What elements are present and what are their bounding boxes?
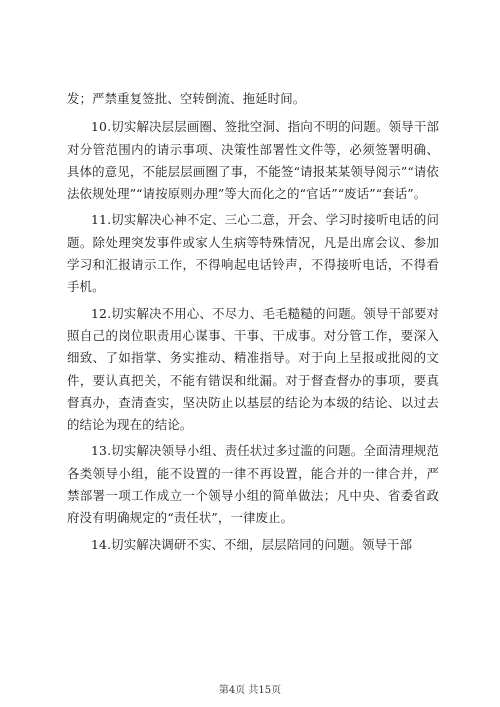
paragraph-item-12: 12.切实解决不用心、不尽力、毛毛糙糙的问题。领导干部要对照自己的岗位职责用心谋事、干事、干成事。对分管工作，要深入细致、了如指掌、务实推动、精准指导。对于向上呈报或批阅的文件，要认真把关，不能有错误和纰漏。对于督查督办的事项，要真督真办，查清查实，坚决防止以基层的结论为本级的结论、以过去的结论为现在的结论。 [67, 305, 439, 433]
page-footer [0, 681, 500, 696]
paragraph-item-13: 13.切实解决领导小组、责任状过多过滥的问题。全面清理规范各类领导小组，能不设置的一律不再设置，能合并的一律合并，严禁部署一项工作成立一个领导小组的简单做法；凡中央、省委省政府没有明确规定的“责任状”，一律废止。 [67, 443, 439, 526]
document-body [67, 88, 439, 560]
paragraph-item-10: 10.切实解决层层画圈、签批空洞、指向不明的问题。领导干部对分管范围内的请示事项、决策性部署性文件等，必须签署明确、具体的意见，不能层层画圈了事，不能签“请报某某领导阅示”“请依法依规处理”“请按原则办理”等大而化之的“官话”“废话”“套话”。 [67, 119, 439, 202]
paragraph-continuation: 发；严禁重复签批、空转倒流、拖延时间。 [67, 91, 306, 106]
paragraph-item-11: 11.切实解决心神不定、三心二意，开会、学习时接听电话的问题。除处理突发事件或家人生病等特殊情况，凡是出席会议、参加学习和汇报请示工作，不得响起电话铃声，不得接听电话，不得看手机。 [67, 212, 439, 295]
page-number-label: 第4页 共15页 [218, 685, 282, 696]
paragraph-item-14: 14.切实解决调研不实、不细，层层陪同的问题。领导干部 [91, 536, 413, 552]
